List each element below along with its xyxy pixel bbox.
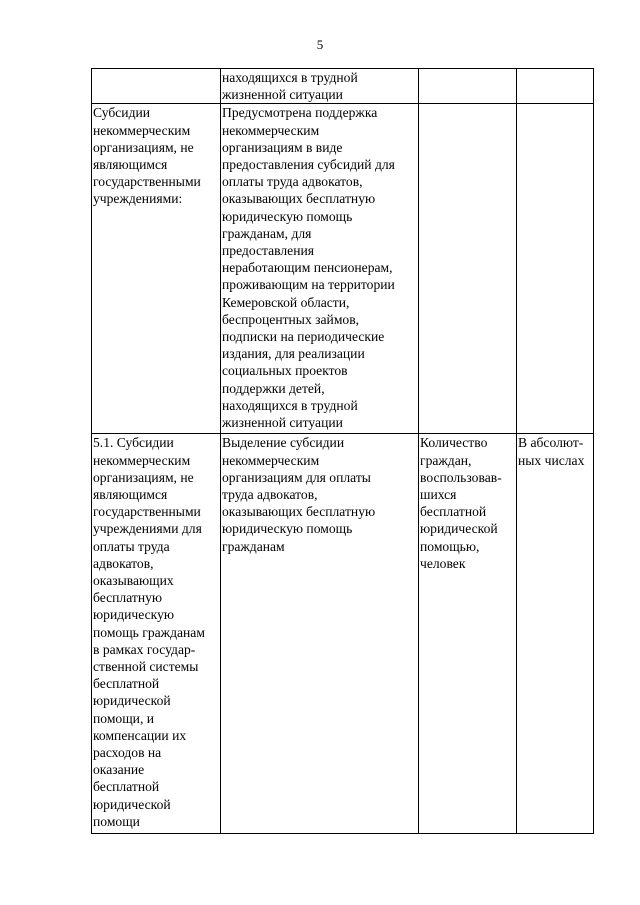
cell-text-line: 5.1. Субсидии xyxy=(93,435,174,451)
cell-text-line: оказывающих бесплатную xyxy=(222,191,376,207)
table-cell-name-cell xyxy=(92,69,221,104)
cell-text-line: оплаты труда xyxy=(93,538,170,554)
cell-text-line: воспользовав- xyxy=(420,469,502,485)
table-cell-indicator-cell xyxy=(419,104,517,434)
cell-text-line: предоставления xyxy=(222,243,315,259)
cell-text-line: неработающим пенсионерам, xyxy=(222,260,393,276)
table-row xyxy=(92,434,594,834)
cell-text-line: бесплатной xyxy=(420,504,487,520)
cell-text-line: предоставления субсидий для xyxy=(222,157,395,173)
table-cell-description-cell xyxy=(221,69,419,104)
table-cell-indicator-cell xyxy=(419,69,517,104)
cell-text-line: гражданам, для xyxy=(222,225,312,241)
table-row xyxy=(92,69,594,104)
cell-text-line: Предусмотрена поддержка xyxy=(222,105,378,121)
cell-text-line: бесплатной xyxy=(93,779,160,795)
cell-text-line: организациям, не xyxy=(93,469,194,485)
cell-text-line: ственной системы xyxy=(93,659,199,675)
cell-text-line: ных числах xyxy=(518,452,585,468)
table-row xyxy=(92,104,594,434)
cell-text-line: некоммерческим xyxy=(222,122,320,138)
table-cell-indicator-cell xyxy=(419,434,517,834)
cell-text-line: находящихся в трудной xyxy=(222,70,358,85)
cell-text-line: оказывающих бесплатную xyxy=(222,504,376,520)
cell-text-line: подписки на периодические xyxy=(222,329,385,345)
table-cell-name-cell xyxy=(92,434,221,834)
cell-text-line: издания, для реализации xyxy=(222,346,365,362)
table-body xyxy=(92,69,594,834)
cell-text-line: Количество xyxy=(420,435,488,451)
cell-text-line: юридическую помощь xyxy=(222,208,353,224)
cell-text-line: бесплатную xyxy=(93,590,163,606)
cell-text-line: Выделение субсидии xyxy=(222,435,345,451)
cell-text-line: бесплатной xyxy=(93,676,160,692)
cell-text-line: некоммерческим xyxy=(93,122,191,138)
page-number: 5 xyxy=(316,37,324,52)
cell-text-line: шихся xyxy=(420,487,457,503)
cell-text-line: организациям, не xyxy=(93,139,194,155)
cell-text-line: помощью, xyxy=(420,538,480,554)
cell-text-line: проживающим на территории xyxy=(222,277,395,293)
cell-text-line: являющимся xyxy=(93,157,168,173)
cell-text-line: являющимся xyxy=(93,487,168,503)
cell-text-line: организациям для оплаты xyxy=(222,469,371,485)
cell-text-line: оказывающих xyxy=(93,573,174,589)
cell-text-line: адвокатов, xyxy=(93,555,154,571)
cell-text-line: граждан, xyxy=(420,452,472,468)
cell-text-line: гражданам xyxy=(222,538,285,554)
cell-text-line: оплаты труда адвокатов, xyxy=(222,174,363,190)
cell-text-line: Кемеровской области, xyxy=(222,294,350,310)
cell-text-line: юридической xyxy=(93,693,171,709)
cell-text-line: помощь гражданам xyxy=(93,624,205,640)
table-cell-description-cell xyxy=(221,434,419,834)
cell-text-line: жизненной ситуации xyxy=(222,415,343,431)
cell-text-line: человек xyxy=(420,555,466,571)
cell-text-line: помощи, и xyxy=(93,710,155,726)
table-cell-unit-cell xyxy=(517,104,594,434)
cell-text-line: Субсидии xyxy=(93,105,151,121)
cell-text-line: некоммерческим xyxy=(222,452,320,468)
indicator-table xyxy=(91,68,594,834)
cell-text-line: оказание xyxy=(93,762,145,778)
cell-text-line: юридической xyxy=(93,796,171,812)
cell-text-line: помощи xyxy=(93,813,140,829)
cell-text-line: юридическую помощь xyxy=(222,521,353,537)
cell-text-line: государственными xyxy=(93,174,201,190)
cell-text-line: социальных проектов xyxy=(222,363,348,379)
cell-text-line: организациям в виде xyxy=(222,139,343,155)
cell-text-line: учреждениями: xyxy=(93,191,183,207)
cell-text-line: учреждениями для xyxy=(93,521,202,537)
cell-text-line: беспроцентных займов, xyxy=(222,311,360,327)
cell-text-line: в рамках государ- xyxy=(93,641,196,657)
cell-text-line: государственными xyxy=(93,504,201,520)
cell-text-line: расходов на xyxy=(93,745,162,761)
cell-text-line: находящихся в трудной xyxy=(222,397,358,413)
cell-text-line: жизненной ситуации xyxy=(222,87,343,103)
cell-text-line: юридической xyxy=(420,521,498,537)
cell-text-line: юридическую xyxy=(93,607,175,623)
cell-text-line: В абсолют- xyxy=(518,435,584,451)
cell-text-line: компенсации их xyxy=(93,727,187,743)
cell-text-line: некоммерческим xyxy=(93,452,191,468)
table-cell-description-cell xyxy=(221,104,419,434)
cell-text-line: поддержки детей, xyxy=(222,380,325,396)
table-cell-unit-cell xyxy=(517,69,594,104)
table-cell-name-cell xyxy=(92,104,221,434)
table-cell-unit-cell xyxy=(517,434,594,834)
cell-text-line: труда адвокатов, xyxy=(222,487,318,503)
